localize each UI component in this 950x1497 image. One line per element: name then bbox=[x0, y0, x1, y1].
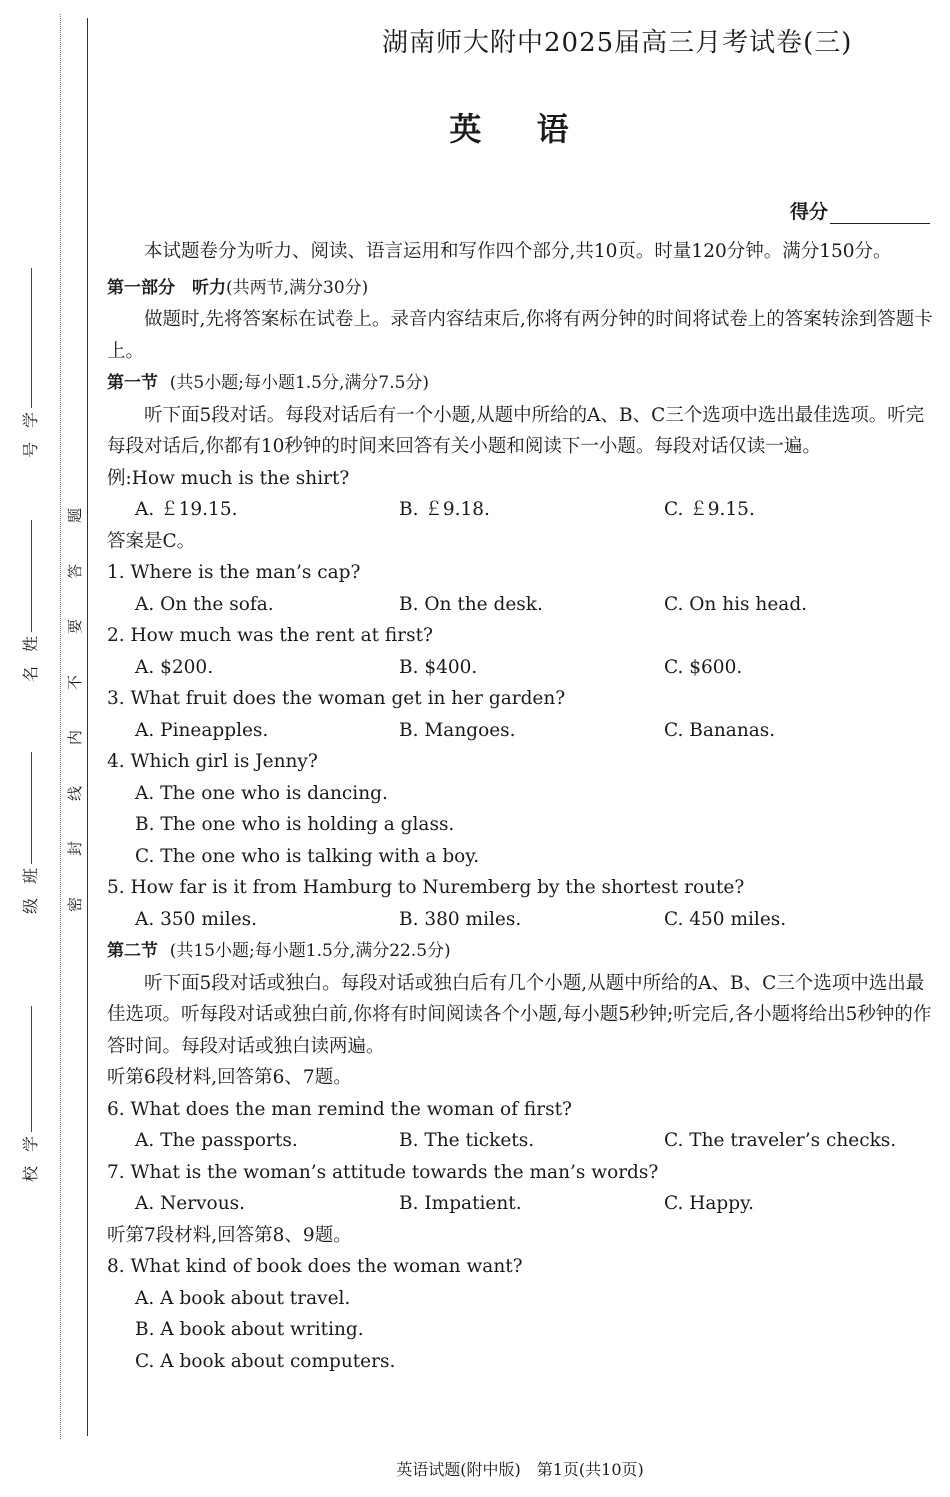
option-c: C. Happy. bbox=[664, 1193, 754, 1214]
option-c: C. A book about computers. bbox=[135, 1350, 396, 1372]
option-c: C. 450 miles. bbox=[664, 908, 787, 930]
option-a: A. The passports. bbox=[135, 1130, 298, 1151]
question-2-options bbox=[107, 652, 935, 684]
school-field[interactable]: 学 校 bbox=[23, 1006, 39, 1182]
option-a: A. ￡19.15. bbox=[135, 499, 238, 520]
option-c: C. On his head. bbox=[664, 593, 808, 615]
option-b: B. Mangoes. bbox=[399, 719, 516, 741]
score-label: 得分 bbox=[789, 201, 828, 223]
option-a: A. The one who is dancing. bbox=[135, 782, 388, 804]
exam-title: 湖南师大附中2025届高三月考试卷(三) bbox=[382, 28, 853, 58]
question-6: 6. What does the man remind the woman of first? bbox=[107, 1098, 572, 1120]
page-footer: 英语试题(附中版) 第1页(共10页) bbox=[396, 1460, 644, 1479]
example-question: 例:How much is the shirt? bbox=[107, 467, 350, 489]
option-a: A. A book about travel. bbox=[135, 1287, 351, 1309]
binding-solid-line bbox=[87, 18, 88, 1436]
option-c: C. The traveler’s checks. bbox=[664, 1130, 897, 1151]
example-answer: 答案是C。 bbox=[107, 530, 196, 552]
score-field[interactable] bbox=[790, 197, 930, 224]
question-5: 5. How far is it from Hamburg to Nuremberg by the shortest route? bbox=[107, 877, 745, 898]
binding-dotted-line bbox=[60, 14, 61, 1439]
option-b: B. The one who is holding a glass. bbox=[135, 814, 455, 835]
student-number-field[interactable]: 学 号 bbox=[23, 268, 39, 458]
question-5-options bbox=[107, 904, 935, 936]
option-c: C. $600. bbox=[664, 656, 743, 678]
seal-line-notice: 题 答 要 不 内 线 封 密 bbox=[66, 507, 85, 912]
question-2: 2. How much was the rent at first? bbox=[107, 625, 433, 646]
part1-instruction: 做题时,先将答案标在试卷上。录音内容结束后,你将有两分钟的时间将试卷上的答案转涂到答题卡上。 bbox=[107, 309, 933, 362]
option-a: A. $200. bbox=[135, 656, 214, 678]
option-b: B. A book about writing. bbox=[135, 1319, 364, 1340]
section2-heading: 第二节 (共15小题;每小题1.5分,满分22.5分) bbox=[107, 941, 451, 961]
option-b: B. ￡9.18. bbox=[399, 499, 490, 520]
option-b: B. On the desk. bbox=[399, 593, 543, 615]
option-b: B. Impatient. bbox=[399, 1193, 522, 1214]
subject-title: 英 语 bbox=[449, 110, 591, 148]
option-c: C. Bananas. bbox=[664, 719, 776, 741]
material-7-note: 听第7段材料,回答第8、9题。 bbox=[107, 1224, 352, 1246]
option-b: B. $400. bbox=[399, 656, 478, 678]
option-b: B. The tickets. bbox=[399, 1130, 535, 1151]
option-a: A. On the sofa. bbox=[135, 593, 274, 615]
score-blank[interactable] bbox=[830, 201, 930, 224]
section2-instruction: 听下面5段对话或独白。每段对话或独白后有几个小题,从题中所给的A、B、C三个选项中选出最佳选项。听每段对话或独白前,你将有时间阅读各个小题,每小题5秒钟;听完后,各小题将给出5秒钟的作答时间。每段对话或独白读两遍。 bbox=[107, 972, 932, 1057]
class-field[interactable]: 班 级 bbox=[23, 752, 39, 914]
question-6-options bbox=[107, 1125, 935, 1157]
question-3: 3. What fruit does the woman get in her garden? bbox=[107, 688, 566, 709]
option-c: C. ￡9.15. bbox=[664, 499, 755, 520]
question-4: 4. Which girl is Jenny? bbox=[107, 751, 318, 772]
question-3-options bbox=[107, 715, 935, 747]
question-1: 1. Where is the man’s cap? bbox=[107, 562, 361, 583]
section1-instruction: 听下面5段对话。每段对话后有一个小题,从题中所给的A、B、C三个选项中选出最佳选项。听完每段对话后,你都有10秒钟的时间来回答有关小题和阅读下一小题。每段对话仅读一遍。 bbox=[107, 404, 925, 457]
question-8: 8. What kind of book does the woman want? bbox=[107, 1256, 523, 1277]
option-a: A. 350 miles. bbox=[135, 908, 258, 930]
name-field[interactable]: 姓 名 bbox=[23, 520, 39, 682]
option-b: B. 380 miles. bbox=[399, 908, 522, 930]
exam-body bbox=[107, 236, 935, 1377]
example-options bbox=[107, 494, 935, 526]
question-7-options bbox=[107, 1188, 935, 1220]
exam-intro: 本试题卷分为听力、阅读、语言运用和写作四个部分,共10页。时量120分钟。满分150分。 bbox=[144, 241, 892, 262]
question-7: 7. What is the woman’s attitude towards the man’s words? bbox=[107, 1161, 659, 1183]
part1-heading: 第一部分 听力(共两节,满分30分) bbox=[107, 277, 369, 298]
material-6-note: 听第6段材料,回答第6、7题。 bbox=[107, 1067, 352, 1088]
question-1-options bbox=[107, 589, 935, 621]
section1-heading: 第一节 (共5小题;每小题1.5分,满分7.5分) bbox=[107, 373, 430, 393]
option-a: A. Pineapples. bbox=[135, 719, 269, 741]
option-a: A. Nervous. bbox=[135, 1193, 245, 1214]
option-c: C. The one who is talking with a boy. bbox=[135, 845, 480, 867]
